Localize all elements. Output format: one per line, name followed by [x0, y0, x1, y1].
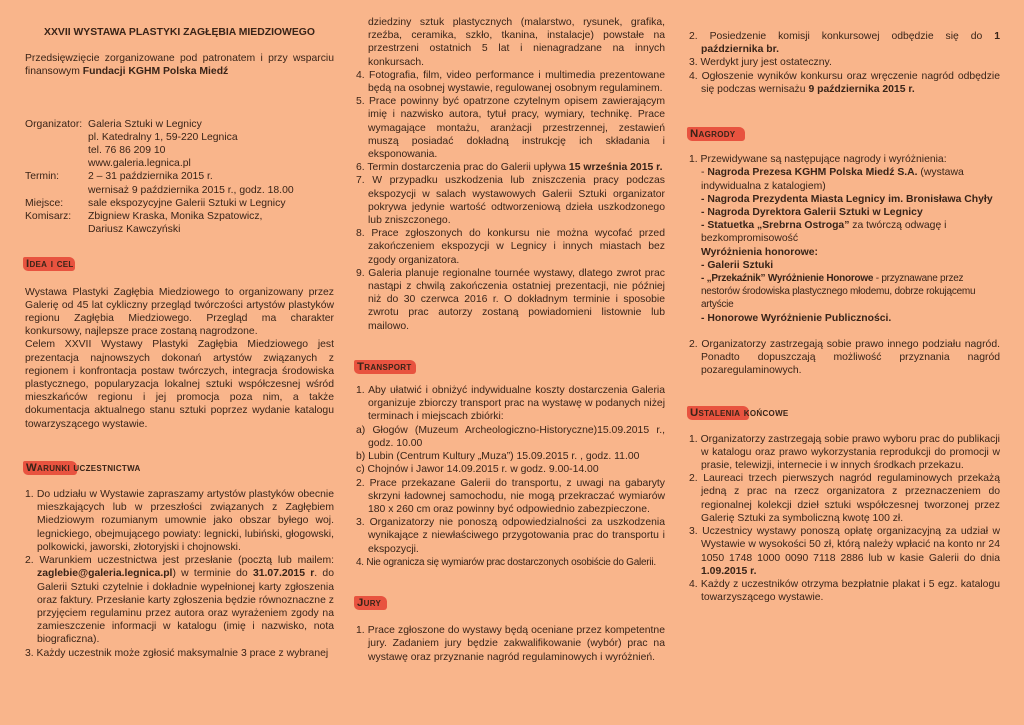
- award-entry: - „Przekaźnik” Wyróżnienie Honorowe - przyznawane przez nestorów środowiska plastycznego młodemu, dobrze rokującemu artyście: [701, 273, 976, 311]
- award-entry: - Honorowe Wyróżnienie Publiczności.: [701, 312, 892, 324]
- transport-location: b) Lubin (Centrum Kultury „Muza”) 15.09.2015 r. , godz. 11.00: [356, 451, 640, 463]
- deadline-date: 31.07.2015 r: [252, 568, 315, 580]
- organizer-row: Organizator: Galeria Sztuki w Legnicy pl. Katedralny 1, 59-220 Legnica tel. 76 86 209 10 www.galeria.legnica.pl: [25, 118, 334, 171]
- transport-item: 4. Nie ogranicza się wymiarów prac dostarczonych osobiście do Galerii.: [356, 556, 656, 568]
- condition-item: 3. Każdy uczestnik może zgłosić maksymalnie 3 prace z wybranej: [25, 647, 329, 659]
- commissioner-row: Komisarz: Zbigniew Kraska, Monika Szpatowicz, Dariusz Kawczyński: [25, 211, 263, 236]
- contact-email: zaglebie@galeria.legnica.pl: [37, 568, 173, 580]
- condition-item: 9. Galeria planuje regionalne tournée wystawy, dlatego zwrot prac nastąpi z chwilą zakończenia ostatniej prezentacji, nie później niż do 30 czerwca 2016 r. O dokładnym terminie i sposobie zwrotu prac autorzy zostaną powiadomieni listownie lub mailowo.: [356, 267, 665, 332]
- transport-location: c) Chojnów i Jawor 14.09.2015 r. w godz. 9.00-14.00: [356, 464, 599, 476]
- column-1: [25, 26, 334, 660]
- final-item: 4. Każdy z uczestników otrzyma bezpłatnie plakat i 5 egz. katalogu towarzyszącego wystawie.: [689, 578, 1000, 604]
- section-heading-idea: Idea i cel: [25, 256, 78, 271]
- section-heading-awards: Nagrody: [689, 126, 739, 141]
- term-row: Termin: 2 – 31 października 2015 r. wernisaż 9 października 2015 r., godz. 18.00: [25, 171, 294, 196]
- idea-paragraph-1: Wystawa Plastyki Zagłębia Miedziowego to organizowany przez Galerię od 45 lat cykliczny przegląd twórczości artystów plastyków regionu Zagłębia Miedziowego. Przegląd ma charakter konkursowy, najlepsze prace zostaną nagrodzone.: [25, 286, 334, 338]
- condition-item: 4. Fotografia, film, video performance i multimedia prezentowane będą na osobnej wystawie, regulowanej osobnym regulaminem.: [356, 69, 665, 95]
- payment-deadline: 1.09.2015 r.: [701, 565, 757, 577]
- organizer-block: [25, 118, 334, 237]
- awards-item: 2. Organizatorzy zastrzegają sobie prawo innego podziału nagród. Ponadto dopuszczają możliwość przyznania nagród pozaregulaminowych.: [689, 338, 1000, 377]
- vernissage-date: 9 października 2015 r.: [808, 83, 915, 95]
- award-entry: - Nagroda Prezydenta Miasta Legnicy im. Bronisława Chyły: [701, 193, 993, 205]
- award-entry: - Galerii Sztuki: [701, 259, 774, 271]
- section-heading-final: Ustalenia końcowe: [689, 405, 793, 420]
- award-entry: - Nagroda Prezesa KGHM Polska Miedź S.A. (wystawa indywidualna z katalogiem): [701, 167, 964, 192]
- award-entry: - Statuetka „Srebrna Ostroga” za twórczą odwagę i bezkompromisowość: [701, 220, 947, 245]
- place-row: Miejsce: sale ekspozycyjne Galerii Sztuki w Legnicy: [25, 197, 286, 209]
- honorary-distinctions-label: Wyróżnienia honorowe:: [701, 246, 818, 258]
- transport-item: 2. Prace przekazane Galerii do transportu, z uwagi na gabaryty skrzyni ładownej samochodu, nie mogą przekraczać wymiarów 180 x 260 cm oraz powinny być odpowiednio zabezpieczone.: [356, 477, 665, 515]
- exhibition-title: XXVII WYSTAWA PLASTYKI ZAGŁĘBIA MIEDZIOWEGO: [44, 27, 315, 38]
- final-item: 1. Organizatorzy zastrzegają sobie prawo wyboru prac do publikacji w katalogu oraz prawo wykorzystania reprodukcji do promocji w prasie, telewizji, internecie i w innych środkach przekazu.: [689, 433, 1000, 472]
- condition-item: 5. Prace powinny być opatrzone czytelnym opisem zawierającym imię i nazwisko autora, tytuł pracy, wymiary, technikę. Prace wymagające montażu, aranżacji przestrzennej, zestawień muszą posiadać dokładną instrukcję ich składania i eksponowania.: [356, 96, 665, 161]
- jury-item: 4. Ogłoszenie wyników konkursu oraz wręczenie nagród odbędzie się podczas wernisażu 9 października 2015 r.: [689, 70, 1000, 95]
- section-heading-transport: Transport: [356, 359, 416, 374]
- section-heading-jury: Jury: [356, 595, 385, 610]
- transport-item: 1. Aby ułatwić i obniżyć indywidualne koszty dostarczenia Galeria organizuje zbiorczy transport prac na wystawę w podanych niżej terminach i miejscach zbiórki:: [356, 385, 665, 423]
- idea-paragraph-2: Celem XXVII Wystawy Plastyki Zagłębia Miedziowego jest prezentacja najnowszych dokonań artystów związanych z regionem i konfrontacja postaw twórczych, integracja środowiska plastycznego, popularyzacja lokalnej sztuki współczesnej wśród mieszkańców regionu i jej promocja poza nim, a także dokumentacja aktualnego stanu sztuki poprzez wydanie katalogu towarzyszącego wystawie.: [25, 339, 334, 430]
- awards-item: 1. Przewidywane są następujące nagrody i wyróżnienia:: [689, 154, 947, 166]
- condition-item: 7. W przypadku uszkodzenia lub zniszczenia pracy podczas ekspozycji w salach wystawowych Galerii Sztuki organizator pokrywa jedynie wartość odtworzeniową dzieła uszkodzonego lub zniszczonego.: [356, 175, 665, 227]
- transport-location: a) Głogów (Muzeum Archeologiczno-Historyczne)15.09.2015 r., godz. 10.00: [356, 424, 665, 449]
- award-entry: - Nagroda Dyrektora Galerii Sztuki w Legnicy: [701, 207, 923, 219]
- condition-item: 2. Warunkiem uczestnictwa jest przesłanie (pocztą lub mailem: zaglebie@galeria.legnica.pl) w terminie do 31.07.2015 r. do Galerii Sztuki czytelnie i dokładnie wypełnionej karty zgłoszenia oraz faktury. Przesłanie karty zgłoszenia będzie równoznaczne z przyjęciem regulaminu przez autora oraz wyrażeniem zgody na zamieszczenie informacji w katalogu (imię i nazwisko, nota biograficzna).: [25, 555, 334, 646]
- transport-item: 3. Organizatorzy nie ponoszą odpowiedzialności za uszkodzenia wynikające z niewłaściwego przygotowania prac do transportu i ekspozycji.: [356, 517, 665, 555]
- foundation-name: Fundacji KGHM Polska Miedź: [82, 66, 229, 78]
- column-3: [689, 30, 1000, 604]
- condition-item: 1. Do udziału w Wystawie zapraszamy artystów plastyków obecnie mieszkających lub w przeszłości związanych z Zagłębiem Miedziowym rozumianym umownie jako obszar byłego woj. legnickiego, obejmującego powiaty: legnicki, lubiński, głogowski, polkowicki, jaworski, złotoryjski i chojnowski.: [25, 489, 334, 553]
- jury-item: 1. Prace zgłoszone do wystawy będą oceniane przez kompetentne jury. Zadaniem jury będzie zakwalifikowanie (wybór) prac na wystawę oraz przyznanie nagród regulaminowych i wyróżnień.: [356, 625, 665, 663]
- jury-meeting-date: 1 października br.: [701, 31, 1000, 56]
- condition-item-continued: dziedziny sztuk plastycznych (malarstwo, rysunek, grafika, rzeźba, ceramika, szkło, tkanina, instalacje) powstałe na przestrzeni ostatnich 5 lat i nienagradzane na innych konkursach.: [368, 17, 665, 68]
- column-2: [356, 16, 665, 664]
- condition-item: 6. Termin dostarczenia prac do Galerii upływa 15 września 2015 r.: [356, 162, 663, 174]
- final-item: 2. Laureaci trzech pierwszych nagród regulaminowych przekażą jedną z prac na rzecz organizatora z przeznaczeniem do regionalnej kolekcji dzieł sztuki współczesnej tworzonej przez Galerię Sztuki za symboliczną kwotę 100 zł.: [689, 473, 1000, 524]
- delivery-deadline: 15 września 2015 r.: [568, 162, 663, 174]
- final-item: 3. Uczestnicy wystawy ponoszą opłatę organizacyjną za udział w Wystawie w wysokości 50 zł, którą należy wpłacić na konto nr 24 1050 1748 1000 0090 7118 2886 lub w kasie Galerii do dnia 1.09.2015 r.: [689, 526, 1000, 577]
- section-heading-conditions: Warunki uczestnictwa: [25, 460, 145, 475]
- jury-item: 2. Posiedzenie komisji konkursowej odbędzie się do 1 października br.: [689, 31, 1000, 56]
- condition-item: 8. Prace zgłoszonych do konkursu nie można wycofać przed zakończeniem ekspozycji w Legnicy i innych miastach bez zgody organizatora.: [356, 228, 665, 266]
- intro-text: Przedsięwzięcie zorganizowane pod patronatem i przy wsparciu finansowym Fundacji KGHM Polska Miedź: [25, 53, 334, 78]
- gallery-website: www.galeria.legnica.pl: [88, 158, 191, 170]
- jury-item: 3. Werdykt jury jest ostateczny.: [689, 57, 832, 69]
